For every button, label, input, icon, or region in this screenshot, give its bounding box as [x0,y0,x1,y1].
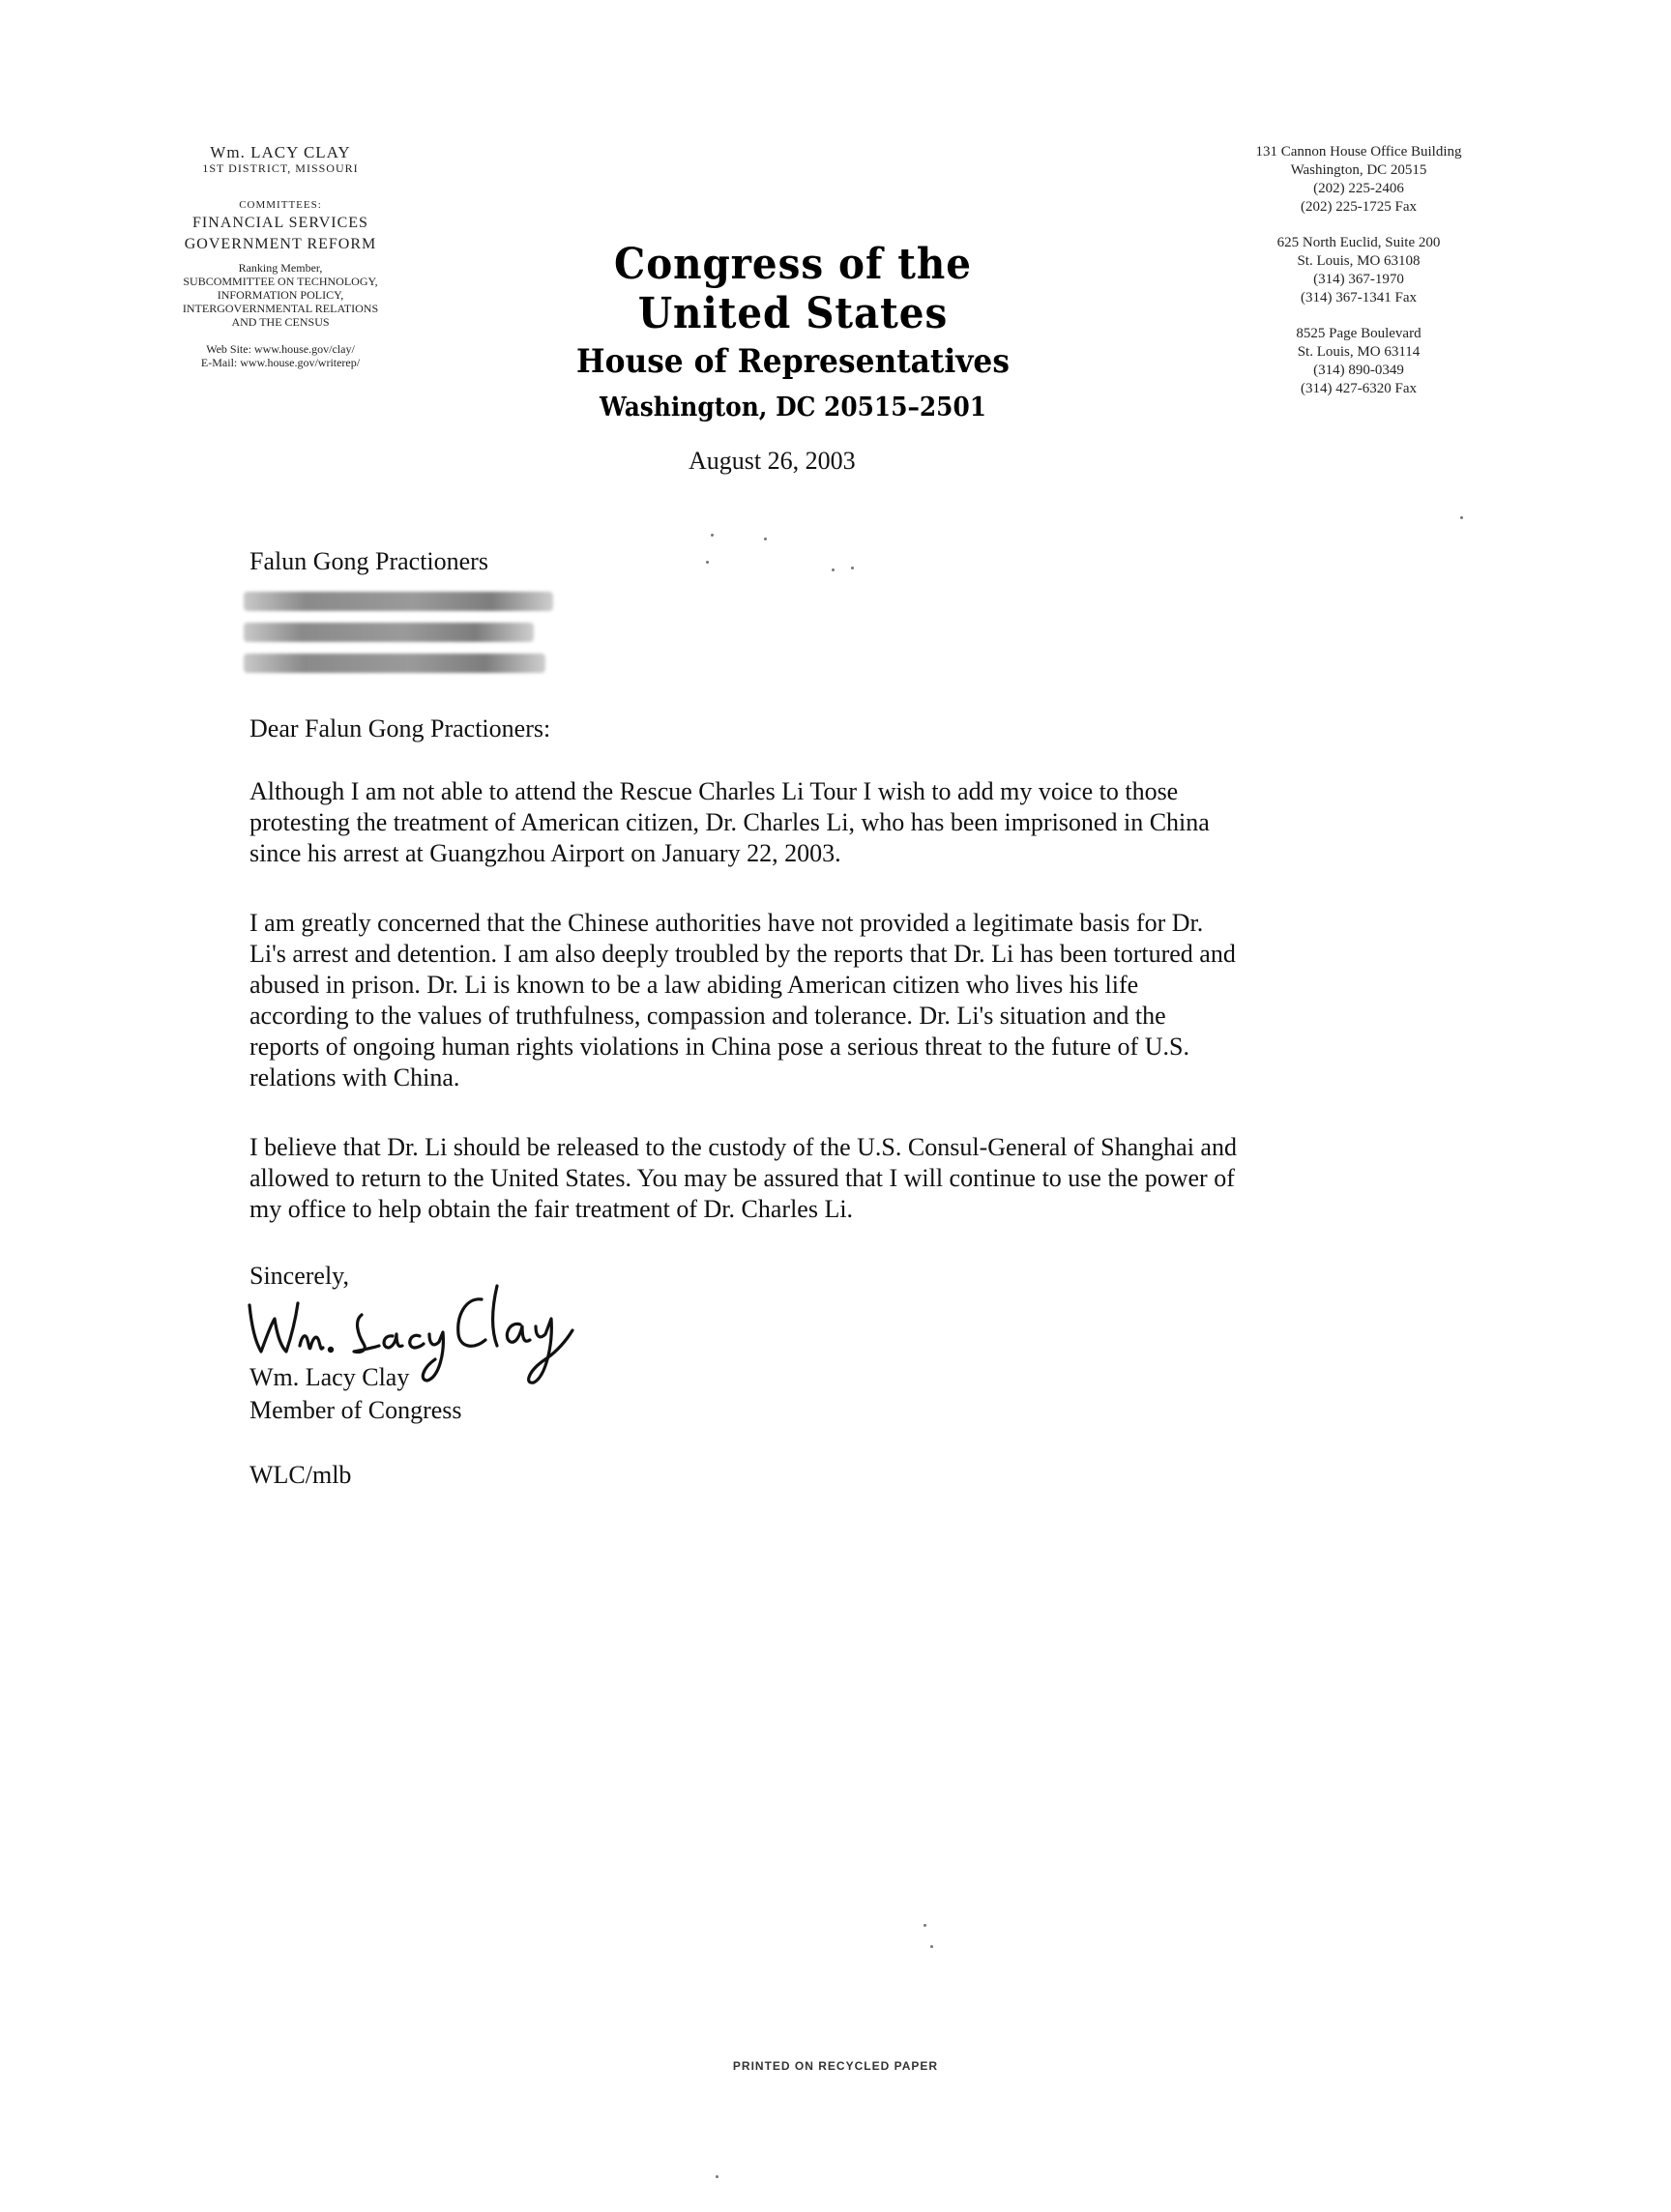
address-line: St. Louis, MO 63108 [1297,253,1421,269]
email-line: E-Mail: www.house.gov/writerep/ [200,356,361,369]
phone-line: (202) 225-2406 [1313,181,1404,196]
scan-speck [923,1924,926,1927]
masthead-congress: Congress of the United States [614,240,972,338]
fax-line: (314) 367-1341 Fax [1301,290,1417,306]
signer-name: Wm. Lacy Clay [249,1363,410,1391]
office-euclid [1209,234,1509,307]
subcommittee-line: INTERGOVERNMENTAL RELATIONS [182,302,379,315]
paragraph-3 [249,1132,1439,1225]
website-line: Web Site: www.house.gov/clay/ [206,342,355,356]
committee-financial-services: FINANCIAL SERVICES [192,215,368,231]
letter-date: August 26, 2003 [689,447,856,475]
member-info-block [116,145,445,369]
phone-line: (314) 890-0349 [1313,363,1404,378]
committee-government-reform: GOVERNMENT REFORM [184,236,377,252]
subcommittee-line: AND THE CENSUS [231,315,330,329]
body-line: I believe that Dr. Li should be released to the custody of the U.S. Consul-General of Shanghai and [249,1133,1237,1161]
body-line: allowed to return to the United States. You may be assured that I will continue to use the power of [249,1164,1235,1192]
phone-line: (314) 367-1970 [1313,272,1404,287]
body-line: reports of ongoing human rights violations in China pose a serious threat to the future of U.S. [249,1033,1189,1061]
scan-speck [764,538,767,540]
redacted-address-line [244,623,534,642]
member-district: 1ST DISTRICT, MISSOURI [202,161,359,175]
body-line: my office to help obtain the fair treatment of Dr. Charles Li. [249,1195,854,1223]
subcommittee-line: SUBCOMMITTEE ON TECHNOLOGY, [183,275,378,288]
scan-speck [930,1945,933,1948]
body-line: Although I am not able to attend the Rescue Charles Li Tour I wish to add my voice to those [249,777,1179,805]
masthead-house: House of Representatives [576,342,1010,381]
body-line: protesting the treatment of American citizen, Dr. Charles Li, who has been imprisoned in China [249,808,1210,836]
office-page-blvd [1209,325,1509,398]
scan-speck [716,2175,718,2178]
addressee: Falun Gong Practioners [249,547,488,575]
body-line: according to the values of truthfulness, compassion and tolerance. Dr. Li's situation and the [249,1002,1166,1030]
body-line: Li's arrest and detention. I am also deeply troubled by the reports that Dr. Li has been tortured and [249,940,1236,968]
address-line: St. Louis, MO 63114 [1297,344,1421,360]
signer-title: Member of Congress [249,1396,462,1424]
body-line: relations with China. [249,1063,460,1091]
paragraph-1 [249,776,1439,869]
salutation: Dear Falun Gong Practioners: [249,714,551,742]
closing: Sincerely, [249,1262,349,1290]
scan-speck [706,561,709,564]
committees-label: COMMITTEES: [239,199,322,211]
redacted-address-line [244,654,545,673]
masthead-address: Washington, DC 20515–2501 [599,393,987,422]
body-line: since his arrest at Guangzhou Airport on January 22, 2003. [249,839,841,867]
paragraph-2 [249,908,1439,1093]
office-addresses [1209,143,1509,416]
address-line: Washington, DC 20515 [1290,162,1427,178]
body-line: I am greatly concerned that the Chinese authorities have not provided a legitimate basis for Dr. [249,909,1204,937]
office-washington [1209,143,1509,217]
body-line: abused in prison. Dr. Li is known to be a law abiding American citizen who lives his life [249,971,1139,999]
fax-line: (314) 427-6320 Fax [1301,381,1417,396]
subcommittee-line: INFORMATION POLICY, [217,288,344,302]
scan-speck [851,567,854,569]
recycled-paper-notice: PRINTED ON RECYCLED PAPER [732,2059,939,2073]
letterhead-masthead [522,240,1064,422]
address-line: 131 Cannon House Office Building [1255,144,1462,160]
fax-line: (202) 225-1725 Fax [1301,199,1417,215]
scan-speck [711,534,714,537]
member-name: Wm. LACY CLAY [210,143,351,161]
redacted-address-line [244,592,553,611]
reference-initials: WLC/mlb [249,1461,352,1489]
ranking-member-label: Ranking Member, [238,261,323,275]
scan-speck [832,568,835,571]
address-line: 8525 Page Boulevard [1296,326,1422,341]
address-line: 625 North Euclid, Suite 200 [1276,235,1441,250]
scan-speck [1460,516,1463,519]
